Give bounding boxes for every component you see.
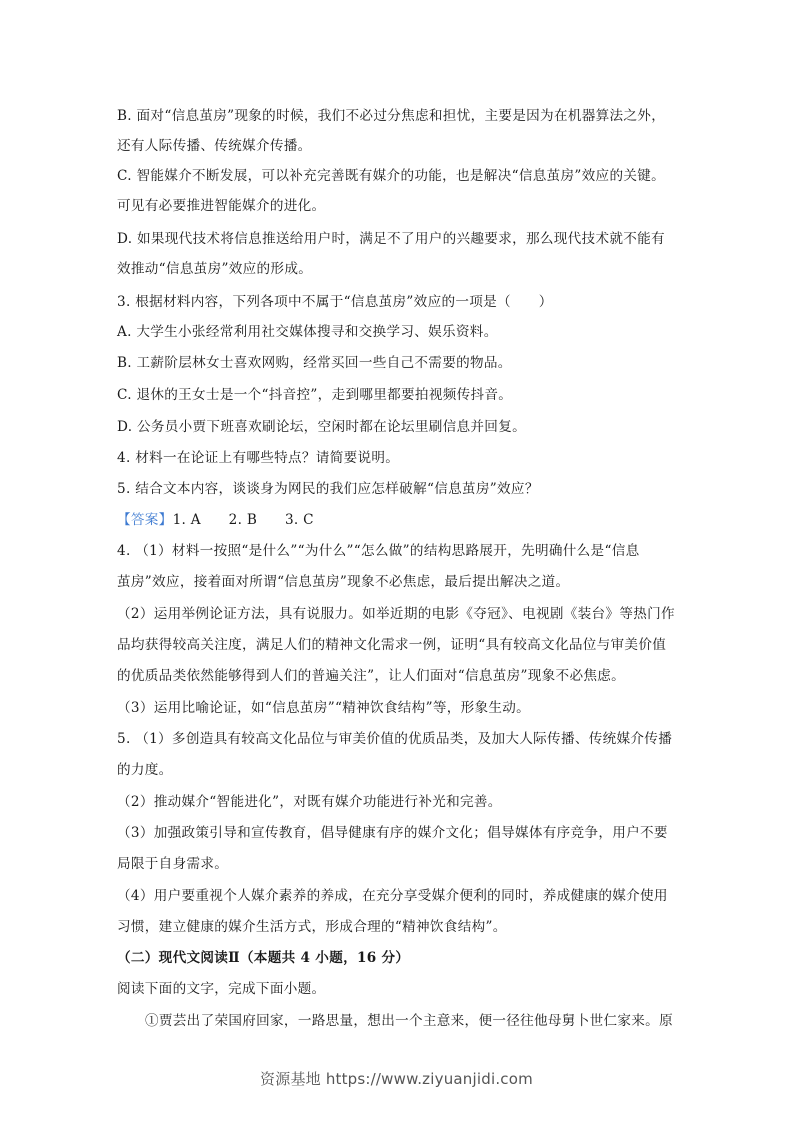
passage-paragraph: ①贾芸出了荣国府回家，一路思量，想出一个主意来，便一径往他母舅卜世仁家来。原 xyxy=(145,1013,673,1029)
text-line: D. 如果现代技术将信息推送给用户时，满足不了用户的兴趣要求，那么现代技术就不能有 xyxy=(117,231,665,247)
answer-line: （2）运用举例论证方法，具有说服力。如举近期的电影《夺冠》、电视剧《装台》等热门作 xyxy=(117,606,675,622)
text-line: 3. 根据材料内容，下列各项中不属于“信息茧房”效应的一项是（ ） xyxy=(117,294,553,310)
answer-summary xyxy=(117,510,692,530)
answer-line: （3）运用比喻论证，如“信息茧房”“精神饮食结构”等，形象生动。 xyxy=(117,700,531,716)
answer-line: 4. （1）材料一按照“是什么”“为什么”“怎么做”的结构思路展开，先明确什么是“信息 xyxy=(117,543,640,559)
answer-line: 5. （1）多创造具有较高文化品位与审美价值的优质品类，及加大人际传播、传统媒介传播 xyxy=(117,731,673,747)
text-line: B. 工薪阶层林女士喜欢网购，经常买回一些自己不需要的物品。 xyxy=(117,355,512,371)
answer-line: （4）用户要重视个人媒介素养的养成，在充分享受媒介便利的同时，养成健康的媒介使用 xyxy=(117,888,668,904)
text-line: C. 退休的王女士是一个“抖音控”，走到哪里都要拍视频传抖音。 xyxy=(117,387,513,403)
answer-line: 局限于自身需求。 xyxy=(117,856,229,872)
text-line: 效推动“信息茧房”效应的形成。 xyxy=(117,261,313,277)
answer-line: 的力度。 xyxy=(117,762,173,778)
answer-choices: 1. A 2. B 3. C xyxy=(172,512,314,528)
answer-line: 茧房”效应，接着面对所谓“信息茧房”现象不必焦虑，最后提出解决之道。 xyxy=(117,574,570,590)
answer-tag: 【答案】 xyxy=(117,512,173,528)
text-line: D. 公务员小贾下班喜欢刷论坛，空闲时都在论坛里刷信息并回复。 xyxy=(117,419,526,435)
text-line: A. 大学生小张经常利用社交媒体搜寻和交换学习、娱乐资料。 xyxy=(117,324,498,340)
section-heading: （二）现代文阅读Ⅱ（本题共 4 小题，16 分） xyxy=(117,950,410,966)
text-line: B. 面对“信息茧房”现象的时候，我们不必过分焦虑和担忧，主要是因为在机器算法之外， xyxy=(117,108,666,124)
text-line: 可见有必要推进智能媒介的进化。 xyxy=(117,198,326,214)
text-line: 还有人际传播、传统媒介传播。 xyxy=(117,138,312,154)
answer-line: 品均获得较高关注度，满足人们的精神文化需求一例，证明“具有较高文化品位与审美价值 xyxy=(117,637,667,653)
text-line: 4. 材料一在论证上有哪些特点？请简要说明。 xyxy=(117,450,400,466)
answer-line: （3）加强政策引导和宣传教育，倡导健康有序的媒介文化；倡导媒体有序竞争，用户不要 xyxy=(117,825,668,841)
footer-watermark: 资源基地 https://www.ziyuanjidi.com xyxy=(260,1070,533,1088)
answer-line: 的优质品类依然能够得到人们的普遍关注”，让人们面对“信息茧房”现象不必焦虑。 xyxy=(117,668,626,684)
answer-line: 习惯，建立健康的媒介生活方式，形成合理的“精神饮食结构”。 xyxy=(117,919,507,935)
reading-instruction: 阅读下面的文字，完成下面小题。 xyxy=(117,981,326,997)
text-line: 5. 结合文本内容，谈谈身为网民的我们应怎样破解“信息茧房”效应？ xyxy=(117,481,539,497)
answer-line: （2）推动媒介“智能进化”，对既有媒介功能进行补光和完善。 xyxy=(117,794,502,810)
text-line: C. 智能媒介不断发展，可以补充完善既有媒介的功能，也是解决“信息茧房”效应的关键。 xyxy=(117,168,666,184)
